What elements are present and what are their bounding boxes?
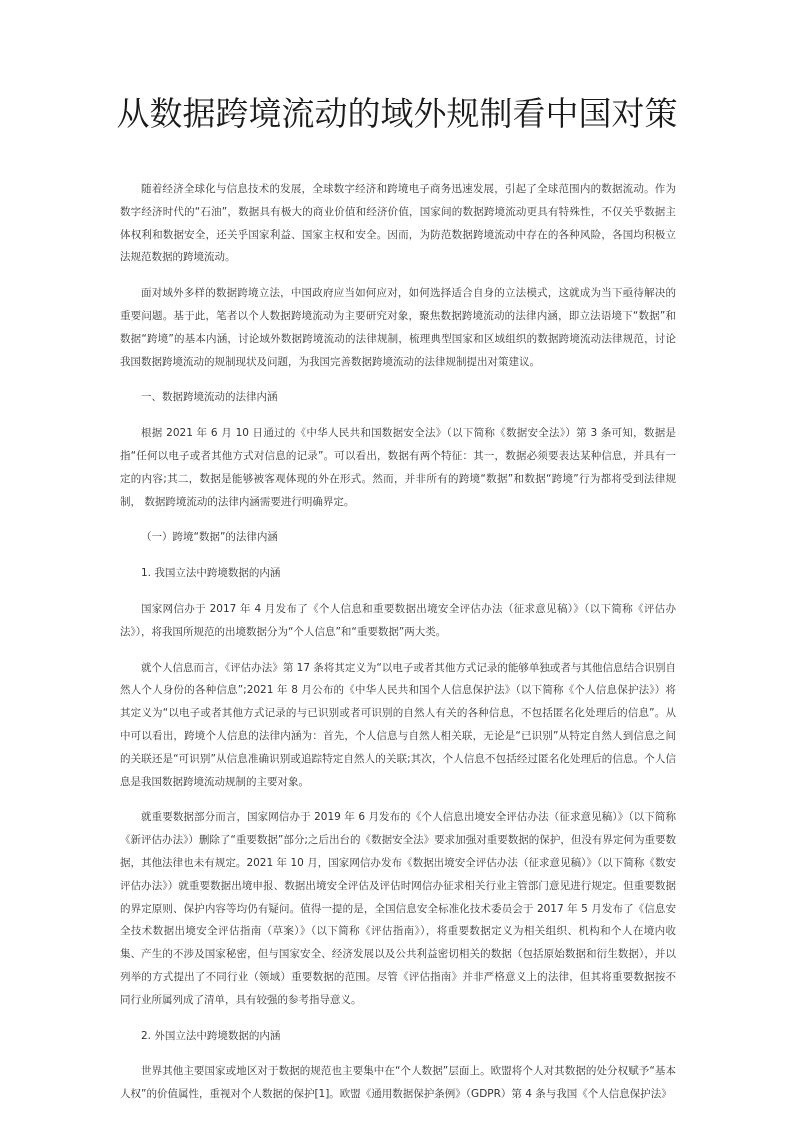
- paragraph-foreign: 世界其他主要国家或地区对于数据的规范也主要集中在“个人数据”层面上。欧盟将个人对其数据的处分权赋予“基本人权”的价值属性，重视对个人数据的保护[1]。欧盟《通用数据保护条例》（GDPR）第 4 条与我国《个人信息保护法》: [120, 1065, 676, 1101]
- subsubsection-heading-1: 1. 我国立法中跨境数据的内涵: [141, 567, 281, 580]
- document-body: [120, 178, 676, 1119]
- paragraph-question: 面对域外多样的数据跨境立法，中国政府应当如何应对，如何选择适合自身的立法模式，这就成为当下亟待解决的重要问题。基于此，笔者以个人数据跨境流动为主要研究对象，聚焦数据跨境流动的法律内涵，即立法语境下“数据”和数据“跨境”的基本内涵，讨论域外数据跨境流动的法律规制，梳理典型国家和区域组织的数据跨境流动法律规范，讨论我国数据跨境流动的规制现状及问题，为我国完善数据跨境流动的法律规制提出对策建议。: [120, 287, 676, 368]
- subsubsection-heading-2: 2. 外国立法中跨境数据的内涵: [141, 1029, 281, 1042]
- paragraph-definition: 根据 2021 年 6 月 10 日通过的《中华人民共和国数据安全法》（以下简称《数据安全法》）第 3 条可知，数据是指“任何以电子或者其他方式对信息的记录”。可以看出，数据有两个特征：其一，数据必须要表达某种信息，并具有一定的内容;其二，数据是能够被客观体现的外在形式。然而，并非所有的跨境“数据”和数据“跨境”行为都将受到法律规制， 数据跨境流动的法律内涵需要进行明确界定。: [120, 427, 676, 508]
- document-title: 从数据跨境流动的域外规制看中国对策: [116, 94, 678, 133]
- paragraph-important-data: 就重要数据部分而言，国家网信办于 2019 年 6 月发布的《个人信息出境安全评估办法（征求意见稿）》（以下简称《新评估办法》）删除了“重要数据”部分;之后出台的《数据安全法》要求加强对重要数据的保护，但没有界定何为重要数据，其他法律也未有规定。2021 年 10 月，国家网信办发布《数据出境安全评估办法（征求意见稿）》（以下简称《数安评估办法》）就重要数据出境申报、数据出境安全评估及评估时网信办征求相关行业主管部门意见进行规定。但重要数据的界定原则、保护内容等均仍有疑问。值得一提的是，全国信息安全标准化技术委员会于 2017 年 5 月发布了《信息安全技术数据出境安全评估指南（草案）》（以下简称《评估指南》），将重要数据定义为相关组织、机构和个人在境内收集、产生的不涉及国家秘密，但与国家安全、经济发展以及公共利益密切相关的数据（包括原始数据和衍生数据），并以列举的方式提出了不同行业（领域）重要数据的范围。尽管《评估指南》并非严格意义上的法律，但其将重要数据按不同行业所属列成了清单，具有较强的参考指导意义。: [120, 811, 676, 1006]
- paragraph-personal-info: 就个人信息而言，《评估办法》第 17 条将其定义为“以电子或者其他方式记录的能够单独或者与其他信息结合识别自然人个人身份的各种信息”;2021 年 8 月公布的《中华人民共和国个人信息保护法》（以下简称《个人信息保护法》）将其定义为“以电子或者其他方式记录的与已识别或者可识别的自然人有关的各种信息，不包括匿名化处理后的信息”。从中可以看出，跨境个人信息的法律内涵为：首先，个人信息与自然人相关联，无论是“已识别”从特定自然人到信息之间的关联还是“可识别”从信息准确识别或追踪特定自然人的关联;其次，个人信息不包括经过匿名化处理后的信息。个人信息是我国数据跨境流动规制的主要对象。: [120, 661, 676, 788]
- paragraph-assessment: 国家网信办于 2017 年 4 月发布了《个人信息和重要数据出境安全评估办法（征求意见稿）》（以下简称《评估办法》），将我国所规范的出境数据分为“个人信息”和“重要数据”两大类。: [120, 602, 676, 638]
- section-heading-1: 一、数据跨境流动的法律内涵: [141, 391, 278, 404]
- subsection-heading-1: （一）跨境“数据”的法律内涵: [141, 531, 278, 544]
- paragraph-intro: 随着经济全球化与信息技术的发展，全球数字经济和跨境电子商务迅速发展，引起了全球范围内的数据流动。作为数字经济时代的“石油”，数据具有极大的商业价值和经济价值，国家间的数据跨境流动更具有特殊性，不仅关乎数据主体权利和数据安全，还关乎国家利益、国家主权和安全。因而，为防范数据跨境流动中存在的各种风险，各国均积极立法规范数据的跨境流动。: [120, 183, 676, 264]
